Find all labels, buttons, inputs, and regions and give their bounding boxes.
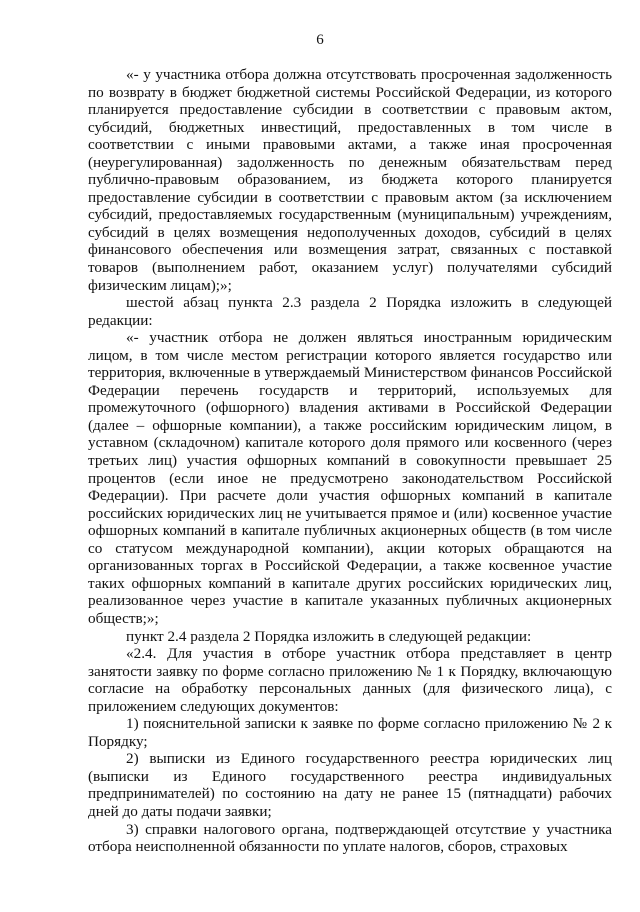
- paragraph-debt-requirement: «- у участника отбора должна отсутствовать просроченная задолженность по возврату в бюджет бюджетной системы Российской Федерации, из которого планируется предоставление субсидии в соответствии с правовым актом, субсидий, бюджетных инвестиций, предоставленных в том числе в соответствии с иными правовыми актами, а также иная просроченная (неурегулированная) задолженность по денежным обязательствам перед публично-правовым образованием, из бюджета которого планируется предоставление субсидии в соответствии с правовым актом (за исключением субсидий, предоставляемых государственным (муниципальным) учреждениям, субсидий в целях возмещения недополученных доходов, субсидий в целях финансового обеспечения или возмещения затрат, связанных с поставкой товаров (выполнением работ, оказанием услуг) получателями субсидий физическим лицам);»;: [88, 66, 612, 294]
- list-item-registry-extract: 2) выписки из Единого государственного реестра юридических лиц (выписки из Единого государственного реестра индивидуальных предпринимателей) по состоянию на дату не ранее 15 (пятнадцати) рабочих дней до даты подачи заявки;: [88, 750, 612, 820]
- paragraph-amend-2-3: шестой абзац пункта 2.3 раздела 2 Порядка изложить в следующей редакции:: [88, 294, 612, 329]
- paragraph-amend-2-4: пункт 2.4 раздела 2 Порядка изложить в следующей редакции:: [126, 627, 532, 645]
- document-body: [88, 66, 612, 856]
- list-item-tax-certificate: 3) справки налогового органа, подтверждающей отсутствие у участника отбора неисполненной обязанности по уплате налогов, сборов, страховых: [88, 820, 612, 856]
- list-item-explanatory-note: 1) пояснительной записки к заявке по форме согласно приложению № 2 к Порядку;: [88, 715, 612, 750]
- paragraph-application-2-4: «2.4. Для участия в отборе участник отбора представляет в центр занятости заявку по форме согласно приложению № 1 к Порядку, включающую согласие на обработку персональных данных (для физического лица), с приложением следующих документов:: [88, 645, 612, 715]
- page-number: 6: [316, 32, 324, 48]
- paragraph-offshore-requirement: «- участник отбора не должен являться иностранным юридическим лицом, в том числе местом регистрации которого является государство или территория, включенные в утверждаемый Министерством финансов Российской Федерации перечень государств и территорий, используемых для промежуточного (офшорного) владения активами в Российской Федерации (далее – офшорные компании), а также российским юридическим лицом, в уставном (складочном) капитале которого доля прямого или косвенного (через третьих лиц) участия офшорных компаний в совокупности превышает 25 процентов (если иное не предусмотрено законодательством Российской Федерации). При расчете доли участия офшорных компаний в капитале российских юридических лиц не учитывается прямое и (или) косвенное участие офшорных компаний в капитале публичных акционерных обществ (в том числе со статусом международной компании), акции которых обращаются на организованных торгах в Российской Федерации, а также косвенное участие таких офшорных компаний в капитале других российских юридических лиц, реализованное через участие в капитале указанных публичных акционерных обществ;»;: [88, 329, 612, 627]
